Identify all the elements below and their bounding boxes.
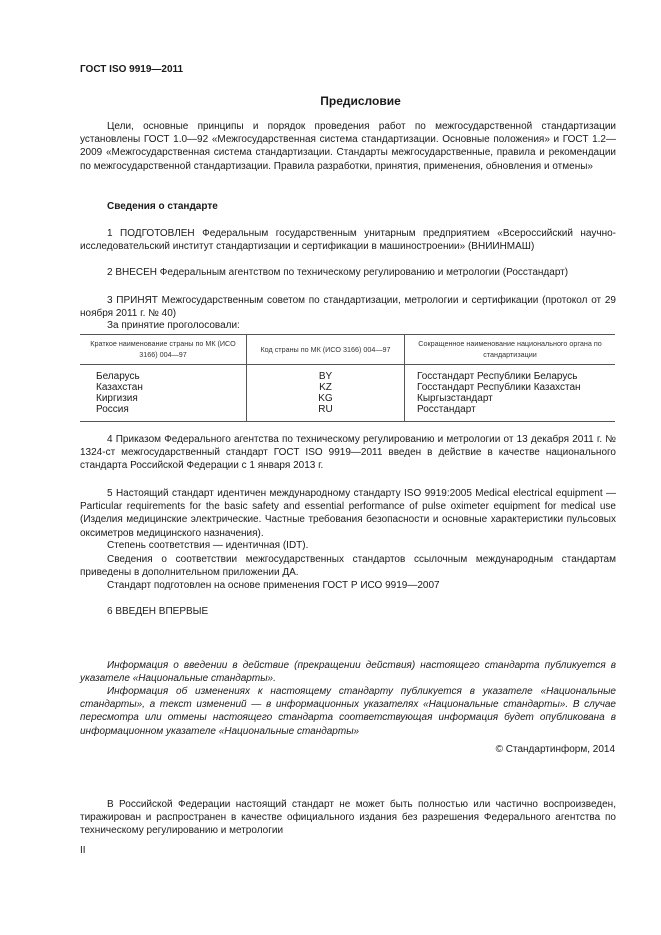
voted-label: За принятие проголосовали: — [107, 320, 240, 331]
item-5-paragraph: 5 Настоящий стандарт идентичен международному стандарту ISO 9919:2005 Medical electrical equipment — Particular requirements for the basic safety and essential performance of pulse oximeter equipment for medical use (Изделия медицинские электрические. Частные требования безопасности и основные характеристики пульсовых оксиметров медицинского назначения). — [80, 488, 616, 539]
table-row — [80, 365, 615, 383]
code-cell: BY — [247, 365, 405, 383]
page-number: II — [80, 845, 86, 856]
rights-notice: В Российской Федерации настоящий стандарт не может быть полностью или частично воспроизведен, тиражирован и распространен в качестве официального издания без разрешения Федерального агентства по техническому регулированию и метрологии — [80, 799, 616, 837]
country-cell: Киргизия — [96, 393, 138, 404]
header-standards-body: Сокращенное наименование национального органа по стандартизации — [405, 335, 616, 365]
code-cell: KG — [247, 393, 405, 404]
country-cell: Беларусь — [96, 371, 140, 382]
header-country-name: Краткое наименование страны по МК (ИСО 3166) 004—97 — [80, 335, 247, 365]
page-title: Предисловие — [320, 94, 401, 108]
body-cell: Госстандарт Республики Беларусь — [405, 365, 616, 383]
item-4-paragraph: 4 Приказом Федерального агентства по техническому регулированию и метрологии от 13 декабря 2011 г. № 1324-ст межгосударственный стандарт ГОСТ ISO 9919—2011 введен в действие в качестве национального стандарта Российской Федерации с 1 января 2013 г. — [80, 434, 616, 472]
body-cell: Росстандарт — [405, 404, 616, 422]
code-cell: KZ — [247, 382, 405, 393]
item-6-paragraph: 6 ВВЕДЕН ВПЕРВЫЕ — [107, 606, 209, 617]
info-introduction-note: Информация о введении в действие (прекращении действия) настоящего стандарта публикуется в указателе «Национальные стандарты». — [80, 660, 616, 685]
section-title: Сведения о стандарте — [107, 201, 218, 212]
votes-table — [80, 334, 615, 422]
body-cell: Кыргызстандарт — [405, 393, 616, 404]
votes-table-header-row — [80, 335, 615, 365]
basis-note: Стандарт подготовлен на основе применения ГОСТ Р ИСО 9919—2007 — [107, 580, 440, 591]
item-1-paragraph: 1 ПОДГОТОВЛЕН Федеральным государственным унитарным предприятием «Всероссийский научно-исследовательский институт стандартизации и сертификации в машиностроении» (ВНИИНМАШ) — [80, 228, 616, 253]
intro-paragraph: Цели, основные принципы и порядок проведения работ по межгосударственной стандартизации установлены ГОСТ 1.0—92 «Межгосударственная система стандартизации. Основные положения» и ГОСТ 1.2—2009 «Межгосударственная система стандартизации. Стандарты межгосударственные, правила и рекомендации по межгосударственной стандартизации. Правила разработки, принятия, применения, обновления и отмены» — [80, 121, 616, 172]
code-cell: RU — [247, 404, 405, 422]
standard-code-header: ГОСТ ISO 9919—2011 — [80, 64, 184, 75]
conformity-degree: Степень соответствия — идентичная (IDT). — [107, 540, 309, 551]
header-country-code: Код страны по МК (ИСО 3166) 004—97 — [247, 335, 405, 365]
item-3-paragraph: 3 ПРИНЯТ Межгосударственным советом по стандартизации, метрологии и сертификации (протокол от 29 ноября 2011 г. № 40) — [80, 295, 616, 320]
info-changes-note: Информация об изменениях к настоящему стандарту публикуется в указателе «Национальные стандарты», а текст изменений — в информационных указателях «Национальные стандарты». В случае пересмотра или отмены настоящего стандарта соответствующая информация будет опубликована в информационном указателе «Национальные стандарты» — [80, 686, 616, 737]
table-row — [80, 382, 615, 393]
references-note: Сведения о соответствии межгосударственных стандартов ссылочным международным стандартам приведены в дополнительном приложении ДА. — [80, 554, 616, 579]
country-cell: Казахстан — [96, 382, 143, 393]
body-cell: Госстандарт Республики Казахстан — [405, 382, 616, 393]
country-cell: Россия — [80, 404, 247, 422]
copyright-notice: © Стандартинформ, 2014 — [495, 744, 615, 755]
table-row — [80, 393, 615, 404]
item-2-paragraph: 2 ВНЕСЕН Федеральным агентством по техническому регулированию и метрологии (Росстандарт) — [107, 267, 569, 278]
table-row — [80, 404, 615, 422]
